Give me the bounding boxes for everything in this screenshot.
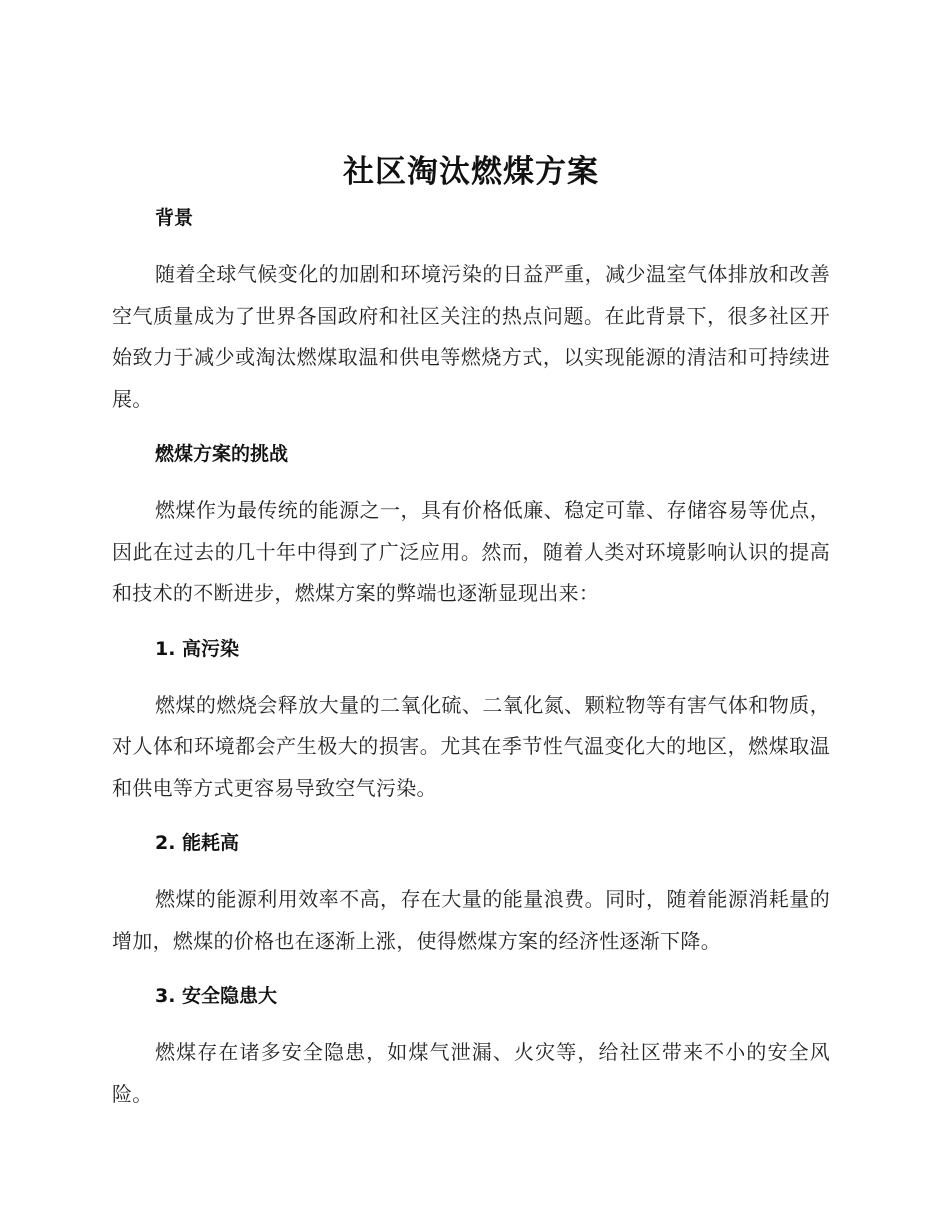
section-paragraph-high-energy-consumption: 燃煤的能源利用效率不高，存在大量的能量浪费。同时，随着能源消耗量的增加，燃煤的价格也在逐渐上涨，使得燃煤方案的经济性逐渐下降。 (112, 887, 830, 953)
section-paragraph-high-pollution: 燃煤的燃烧会释放大量的二氧化硫、二氧化氮、颗粒物等有害气体和物质，对人体和环境都会产生极大的损害。尤其在季节性气温变化大的地区，燃煤取温和供电等方式更容易导致空气污染。 (112, 692, 830, 800)
section-heading-challenges: 燃煤方案的挑战 (155, 443, 289, 465)
section-heading-background: 背景 (155, 207, 194, 229)
document-body (112, 150, 830, 1135)
section-paragraph-background: 随着全球气候变化的加剧和环境污染的日益严重，减少温室气体排放和改善空气质量成为了世界各国政府和社区关注的热点问题。在此背景下，很多社区开始致力于减少或淘汰燃煤取温和供电等燃烧方式，以实现能源的清洁和可持续进展。 (112, 262, 830, 411)
section-heading-safety-hazards: 3. 安全隐患大 (155, 985, 278, 1007)
section-heading-high-energy-consumption: 2. 能耗高 (155, 832, 240, 854)
section-paragraph-safety-hazards: 燃煤存在诸多安全隐患，如煤气泄漏、火灾等，给社区带来不小的安全风险。 (112, 1040, 830, 1106)
section-heading-high-pollution: 1. 高污染 (155, 637, 240, 660)
section-paragraph-challenges: 燃煤作为最传统的能源之一，具有价格低廉、稳定可靠、存储容易等优点，因此在过去的几十年中得到了广泛应用。然而，随着人类对环境影响认识的提高和技术的不断进步，燃煤方案的弊端也逐渐显现出来： (112, 498, 830, 605)
document-title: 社区淘汰燃煤方案 (343, 154, 599, 190)
